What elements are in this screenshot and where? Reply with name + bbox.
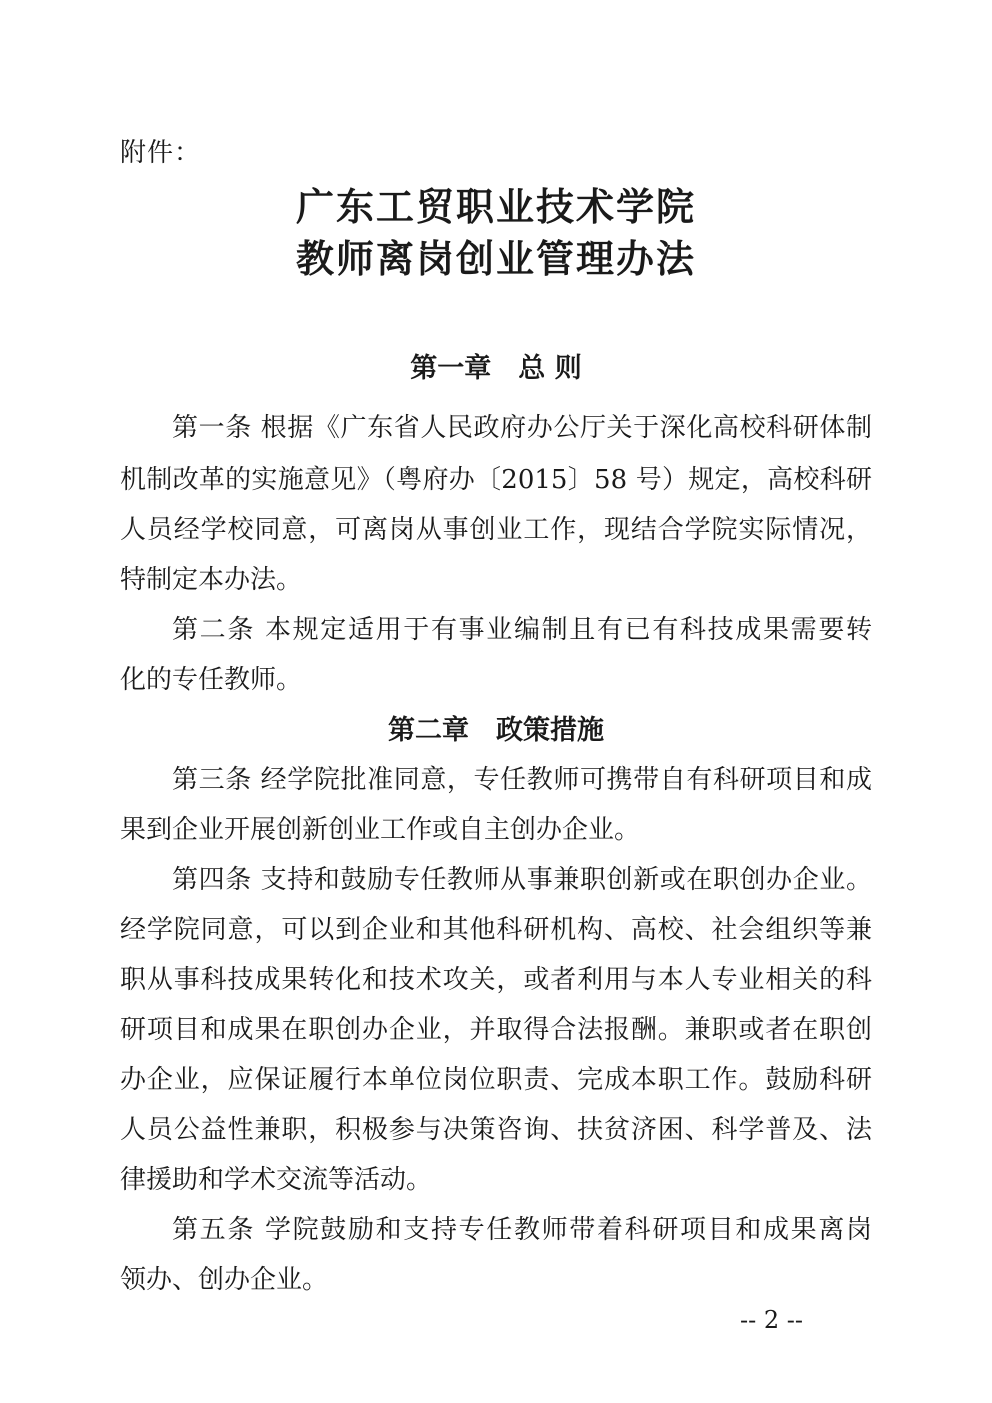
article-5-line-2: 领办、创办企业。 [120,1265,329,1295]
article-4-line-7: 律援助和学术交流等活动。 [120,1165,433,1195]
article-3-line-2: 果到企业开展创新创业工作或自主创办企业。 [120,815,641,845]
article-4-line-5: 办企业，应保证履行本单位岗位职责、完成本职工作。鼓励科研 [120,1065,872,1095]
article-4-line-3: 职从事科技成果转化和技术攻关，或者利用与本人专业相关的科 [120,965,872,995]
article-4-line-1: 第四条 支持和鼓励专任教师从事兼职创新或在职创办企业。 [172,865,872,895]
article-2-line-1: 第二条 本规定适用于有事业编制且有已有科技成果需要转 [172,615,872,645]
article-1-line-1: 第一条 根据《广东省人民政府办公厅关于深化高校科研体制 [172,413,872,443]
article-4-line-2: 经学院同意，可以到企业和其他科研机构、高校、社会组织等兼 [120,915,872,945]
document-title-line-2: 教师离岗创业管理办法 [295,236,696,281]
article-1-line-4: 特制定本办法。 [120,565,303,595]
article-1-line-3: 人员经学校同意，可离岗从事创业工作，现结合学院实际情况， [120,515,872,545]
article-2-line-2: 化的专任教师。 [120,665,303,695]
article-3-line-1: 第三条 经学院批准同意，专任教师可携带自有科研项目和成 [172,765,872,795]
article-4-line-4: 研项目和成果在职创办企业，并取得合法报酬。兼职或者在职创 [120,1015,872,1045]
chapter-1-heading: 第一章 总 则 [410,353,582,384]
article-5-line-1: 第五条 学院鼓励和支持专任教师带着科研项目和成果离岗 [172,1215,872,1245]
page-number: -- 2 -- [740,1306,803,1334]
attachment-label: 附件： [120,138,202,168]
document-title-line-1: 广东工贸职业技术学院 [295,184,696,229]
article-1-line-2: 机制改革的实施意见》（粤府办〔2015〕58 号）规定，高校科研 [120,465,872,495]
article-4-line-6: 人员公益性兼职，积极参与决策咨询、扶贫济困、科学普及、法 [120,1115,872,1145]
chapter-2-heading: 第二章 政策措施 [388,715,604,746]
